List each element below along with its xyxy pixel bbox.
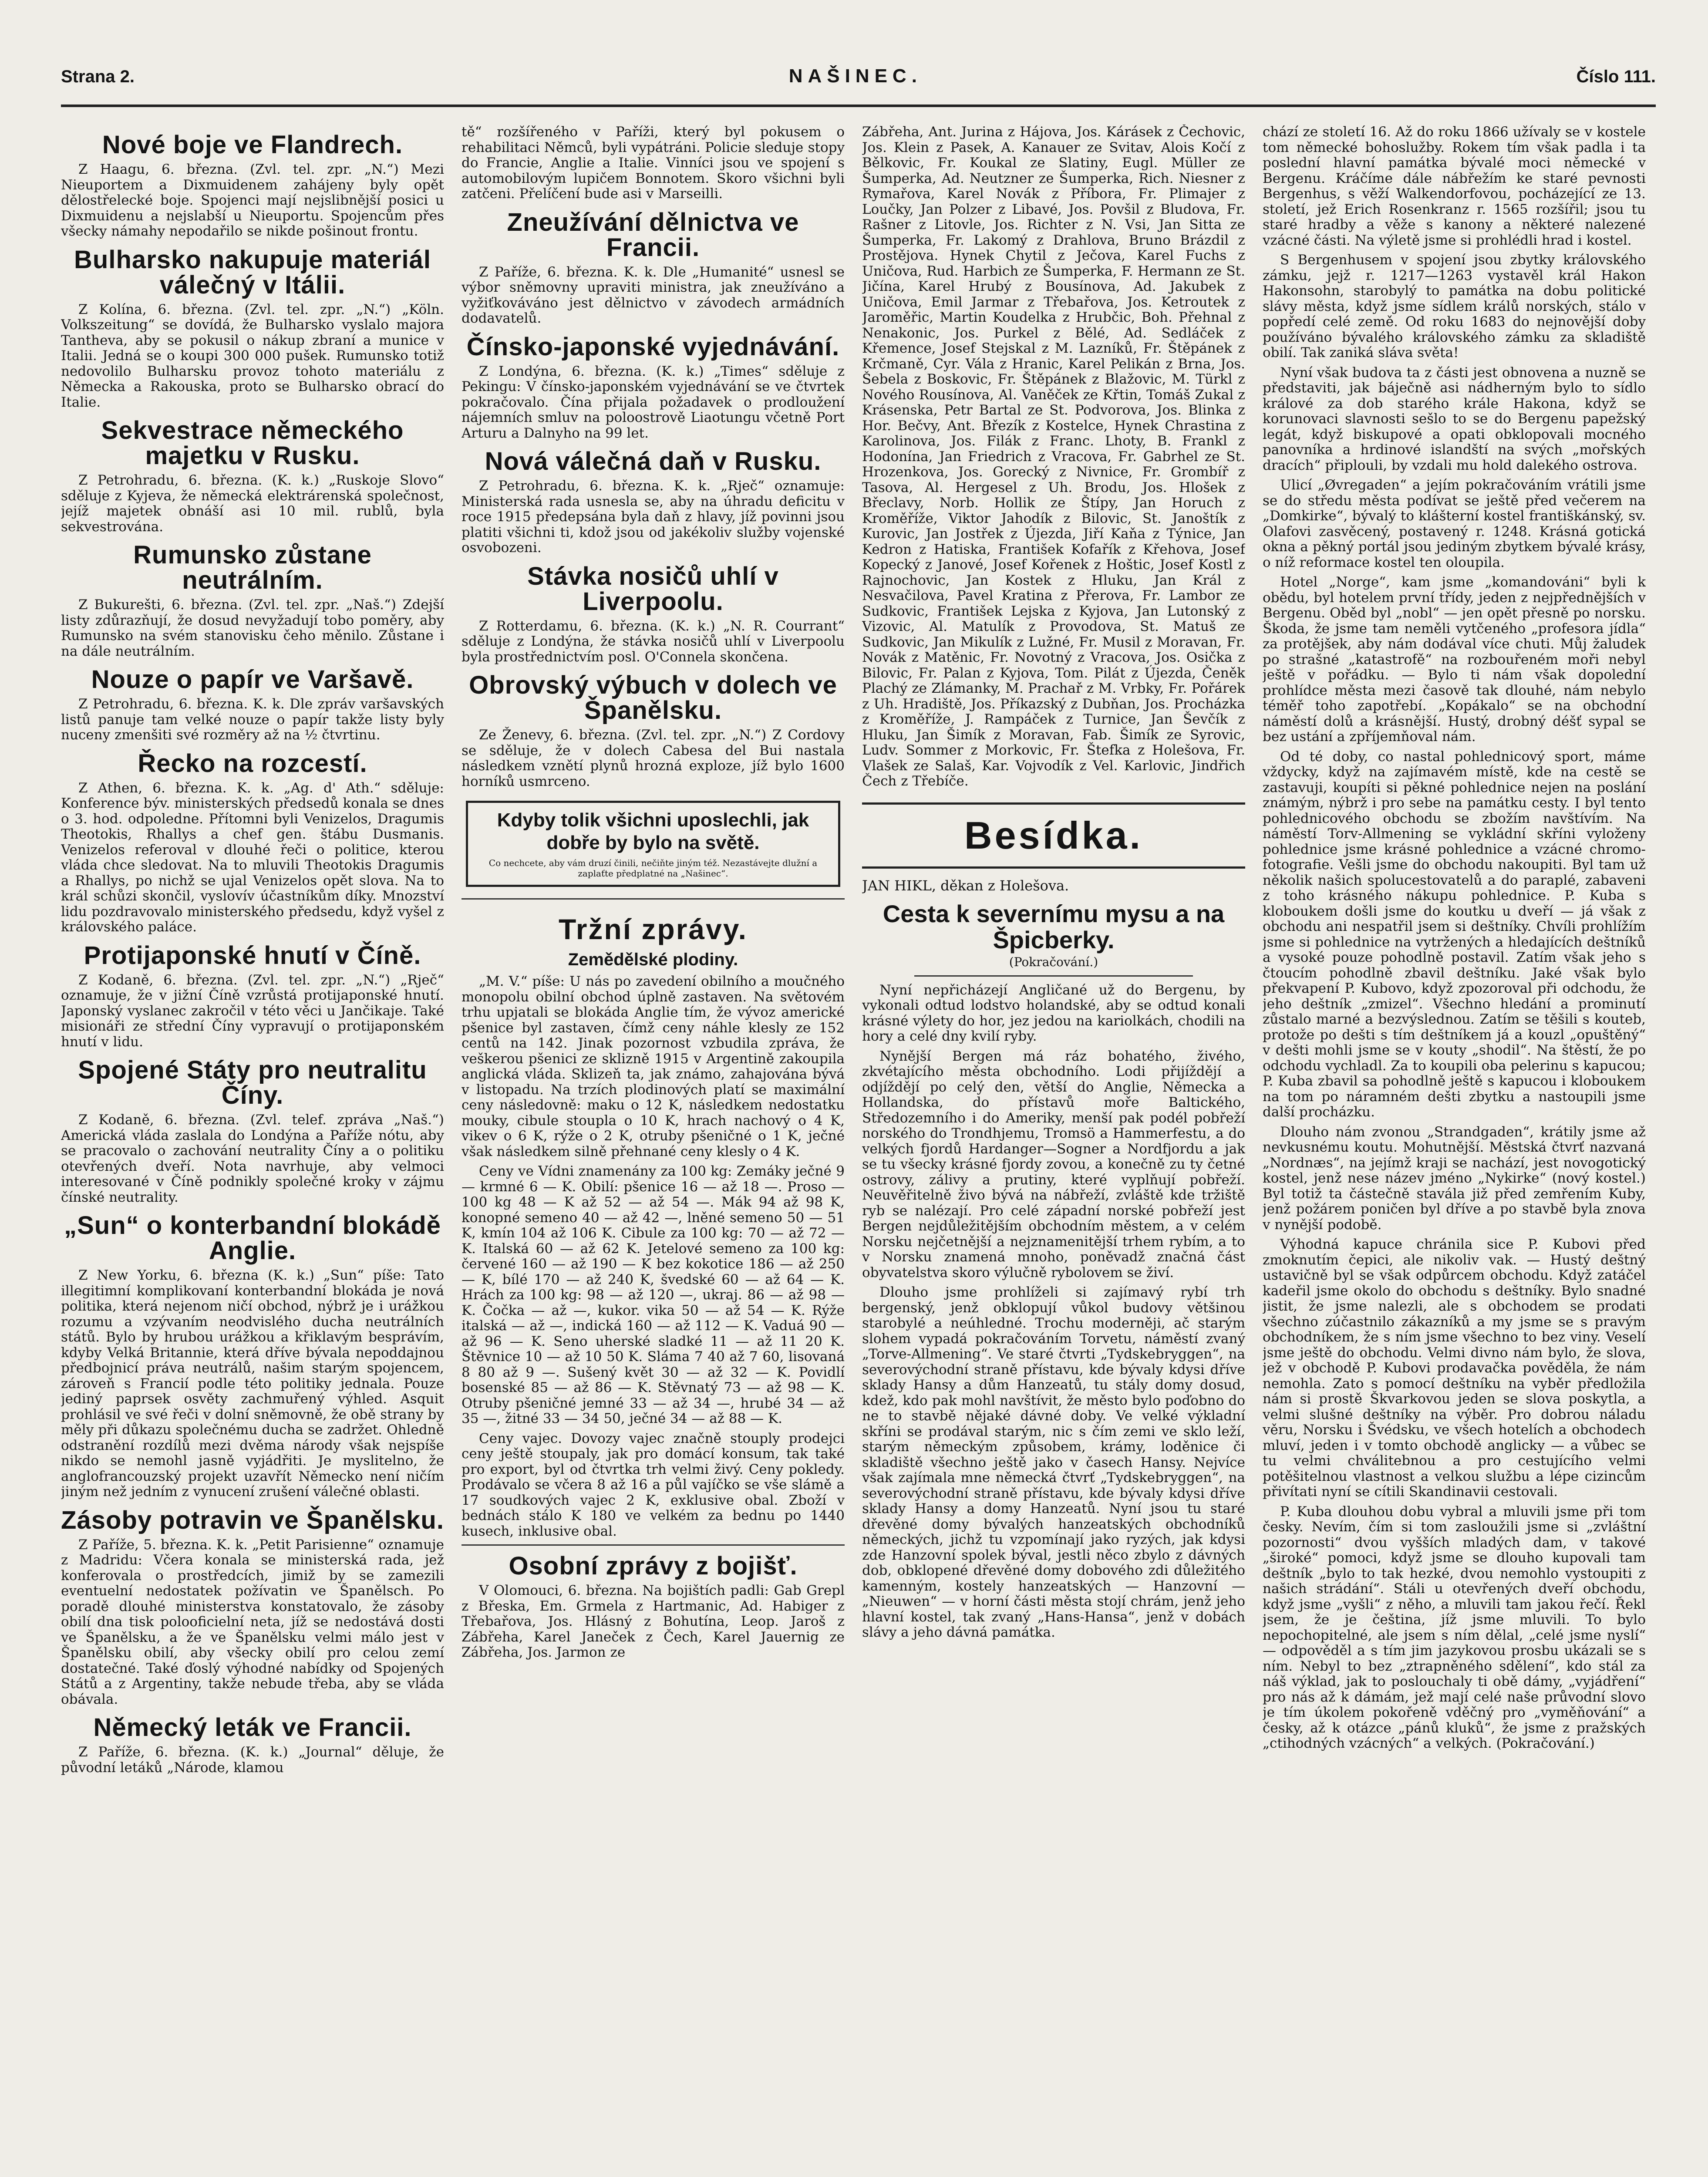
article-text: Z Paříže, 5. března. K. k. „Petit Parisienne“ oznamuje z Madridu: Včera konala se ministerská rada, jež konferovala o prostředcích, jimiž by se zamezili eventuelní nedostatek požívatin ve Španělsch. Po poradě dlouhé ministerstva konstatovalo, že zásoby obilí dna tisk polooficielní neta, jíž se nedostává dosti ve Španělsku, a že ve Španělsku velmi málo jest v Španělsku obilí, aby všecky obilí pro celou zemí dostatečné. Také ďoslý výhodné nabídky od Spojených Států a z Argentiny, takže nebude třeba, aby se vláda obávala. [61,1537,444,1707]
headline: Německý leták ve Francii. [93,1713,412,1742]
article-text: Z Kolína, 6. března. (Zvl. tel. zpr. „N.“) „Köln. Volkszeitung“ se dovídá, že Bulharsko vyslalo majora Tantheva, aby se pokusil o nákup zbraní a munice v Italii. Jedná se o koupi 300 000 pušek. Rumunsko totiž nedovolilo Bulharsku provoz tohoto materiálu z Německa a Rakouska, proto se Bulharsko obrací do Italie. [61,301,444,410]
newspaper-title: NAŠINEC. [788,65,922,87]
divider [462,1544,845,1546]
headline: Nová válečná daň v Rusku. [485,447,822,475]
feature-text: chází ze století 16. Až do roku 1866 užívaly se v kostele tom německé bohoslužby. Rokem tím však padla i ta poslední hlavní památka bývalé moci německé v Bergenu. Kráčíme dále nábřežím ke staré pevnosti Bergenhus, s věží Walkendorfovou, pocházející ze 13. století, jež Erich Rosenkranz r. 1565 rozšířil; jsou tu staré hradby a věže s kanony a některé nalezené vzácné části. Na výletě jsme si prohlédli hrad i kostel. [1263,125,1646,248]
feuilleton-header [862,802,1245,869]
article-text: tě“ rozšířeného v Paříži, který byl pokusem o rehabilitaci Němců, byli vypátráni. Policie sleduje stopy do Francie, Anglie a Italie. Vinníci jsou ve spojení s automobilovým lupičem Bonnotem. Skoro všichni byli zatčeni. Přelíčení bude asi v Marseilli. [462,125,845,202]
headline: Osobní zprávy z bojišť. [509,1552,798,1580]
feature-text: Hotel „Norge“, kam jsme „komandováni“ byli k obědu, byl hotelem první třídy, jeden z nejpřednějších v Bergenu. Oběd byl „nobl“ — jen opět přesně po norsku. Škoda, že jsme tam neměli vytčeného „profesora jídla“ za protějšek, aby nám dodával více chuti. Můj žaludek po strašné „katastrofě“ na rozbouřeném moři nebyl ještě v pořádku. — Bylo ti nám však dopolední prohlídce města mezi časově tak dlouhé, nám nebylo téměř toho zapotřebí. „Kopákalo“ se na obchodní náměstí dolů a krásnější. Hustý, drobný déšť sypal se bez ustání a zpříjemňoval nám. [1263,574,1646,745]
notice-box [466,801,840,887]
headline: Protijaponské hnutí v Číně. [84,941,421,970]
notice-fineprint: Co nechcete, aby vám druzí činili, nečiňte jiným též. Nezastávejte dlužní a zaplaťte předplatné na „Našinec“. [488,858,818,879]
feature-text: Ulicí „Øvregaden“ a jejím pokračováním vrátili jsme se do středu města podívat se ještě před večerem na „Domkirke“, bývalý to klášterní kostel františkánský, sv. Olafovi zasvěcený, postavený r. 1248. Krásná gotická okna a pěkný portál jsou jediným zbytkem bývalé krásy, o níž reformace kostel ten oloupila. [1263,477,1646,570]
article-text: Z Petrohradu, 6. března. (K. k.) „Ruskoje Slovo“ sděluje z Kyjeva, že německá elektrárenská společnost, jejíž majetek obnáší asi 10 mil. rublů, byla sekvestrována. [61,472,444,535]
article-text: V Olomouci, 6. března. Na bojištích padli: Gab Grepl z Břeska, Em. Grmela z Hartmanic, Ad. Habiger z Třebařova, Jos. Hlásný z Bohutína, Leop. Jaroš z Zábřeha, Karel Janeček z Čech, Karel Jauernig ze Zábřeha, Jos. Jarmon ze [462,1583,845,1660]
article-text: Z Haagu, 6. března. (Zvl. tel. zpr. „N.“) Mezi Nieuportem a Dixmuidenem zahájeny byly opět dělostřelecké boje. Spojenci mají nejslibnější posici u Dixmuidenu a nejslabší u Nieuportu. Spojencům přes všecky námahy nepodařilo se nikde pošinout frontu. [61,162,444,239]
market-subtitle: Zemědělské plodiny. [568,950,738,969]
headline: Sekvestrace německého majetku v Rusku. [101,416,404,470]
article-text: „M. V.“ píše: U nás po zavedení obilního a moučného monopolu obilní obchod úplně zastaven. Na světovém trhu upjatali se blokáda Anglie tím, že vývoz americké pšenice byl zastaven, čímž ceny náhle klesly ze 152 centů na 142. Jinak pozornost vzbudila zpráva, že veškerou pšenici ze sklizně 1915 v Argentině zakoupila anglická vláda. Sklizeň ta, jak známo, zahajována bývá v listopadu. Na trzích plodinových platí se maximální ceny následovně: maku o 12 K, následkem nedostatku mouky, cibule stoupla o 10 K, hrach nachový o 4 K, vikev o 6 K, rýže o 2 K, otruby pšeničné o 1 K, ječné však následkem silně přehnané ceny klesly o 4 K. [462,974,845,1159]
article-text: Z Kodaně, 6. března. (Zvl. telef. zpráva „Naš.“) Americká vláda zaslala do Londýna a Paříže nótu, aby se pracovalo o zachování neutrality Číny a o politiku otevřených dveří. Nota navrhuje, aby velmoci interesované v Číně podnikly společné kroky v zájmu čínské neutrality. [61,1112,444,1205]
price-list: Ceny ve Vídni znamenány za 100 kg: Zemáky ječné 9 — krmné 6 — K. Obilí: pšenice 16 — až 18 —. Proso — 100 kg 48 — K až 52 — až 54 —. Mák 94 až 98 K, konopné semeno 40 — až 42 —, lněné semeno 50 — 51 K, kmín 104 až 106 K. Cibule za 100 kg: 70 — až 72 — K. Italská 60 — až 62 K. Jetelové semeno za 100 kg: červené 160 — až 190 — K bez kokotice 186 — až 250 — K, bílé 170 — až 240 K, švedské 60 — až 64 — K. Hrách za 100 kg: 98 — až 120 —, ukraj. 86 — až 98 — K. Čočka — až —, kukor. vika 50 — až 54 — K. Rýže italská — až —, indická 160 — až 112 — K. Vaduá 90 — až 96 — K. Seno uherské sladké 11 — až 11 20 K. Štěvnice 10 — až 10 50 K. Sláma 7 40 až 7 60, lisovaná 8 80 až 9 —. Sušený květ 30 — až 32 — K. Povidlí bosenské 85 — až 86 — K. Stěvnatý 73 — až 98 — K. Otruby pšeničné jemné 33 — až 34 —, hrubé 34 — až 35 —, žitné 33 — 34 50, ječné 34 — až 88 — K. [462,1163,845,1426]
article-text: Z Athen, 6. března. K. k. „Ag. d' Ath.“ sděluje: Konference býv. ministerských předsedů konala se dnes o 3. hod. odpoledne. Přítomni byli Venizelos, Dragumis Theotokis, Rhallys a chef gen. štábu Dusmanis. Venizelos referoval v dlouhé řeči o politice, kterou vláda chce sledovat. Na to mluvili Theotokis Dragumis a Rhallys, po nichž se ujal Venizelos opět slova. Na to král schůzi skončil, vyslovív účastníkům díky. Mnozství lidu pozdravovalo ministerského předsedu, když vyšel z královského paláce. [61,780,444,935]
column-2 [462,125,845,2177]
headline: Zneužívání dělnictva ve Francii. [507,208,799,262]
article-text: Z Kodaně, 6. března. (Zvl. tel. zpr. „N.“) „Rječ“ oznamuje, že v jižní Číně vzrůstá protijaponské hnutí. Japonský vyslanec zakročil v této věci u Jančikaje. Také misionáři ze střední Číny vypravují o protijaponském hnutí v lidu. [61,972,444,1050]
columns [61,125,1656,2177]
feuilleton-title: Besídka. [964,813,1143,857]
article-text: Ceny vajec. Dovozy vajec značně stouply prodejci ceny ještě stoupaly, jak pro domácí konsum, tak také pro export, byl od čtvrtka trh velmi živý. Ceny pokledy. Prodávalo se včera 8 až 16 a půl vajíčko se vše slámě a 17 soudkových vajec 2 K, exklusive obal. Zboží v bednách stálo K 180 ve velkém za bednu po 1440 kusech, inklusive obal. [462,1430,845,1539]
article-text: Z Petrohradu, 6. března. K. k. Dle zpráv varšavských listů panuje tam velké nouze o papír takže listy byly nuceny zmenšiti své rozměry až na ½ čtvrtinu. [61,696,444,743]
feature-text: Výhodná kapuce chránila sice P. Kubovi před zmoknutím čepici, ale nikoliv vak. — Hustý deštný ustavičně byl se však odpůrcem obchodu. Když zatáčel kadeřil jsme okolo do obchodu s deštníky. Bylo snadné jistit, že jsme nalezli, ale s obchodem se prodati všechno zúčastnilo zákazníků a my jsme se s pravým obchodníkem, že s ním jsme všechno to bez viny. Veselí jsme ještě do obchodu. Velmi divno nám bylo, že slova, jež v obchodě P. Kubovi prodavačka pověděla, že nám nemohla. Zato s pomocí deštníku na vyběr předložila nám si prostě Škvarkovou jeden se slova poskytla, a velmi slušné deštníky na výběr. Pro dobrou náladu věru, Norsku i Švédsku, ve všech hotelích a obchodech mluví, jeden i v tomto obchodě anglicky — a vůbec se tu velmi chválitebnou a pro cestujícího velmi potěšitelnou vlastnost a velkou službu a lépe cizincům přivítati nyní se cítili Skandinavii cestovali. [1263,1237,1646,1500]
column-4 [1263,125,1646,2177]
masthead [61,65,1656,107]
article-text: Z Londýna, 6. března. (K. k.) „Times“ sděluje z Pekingu: V čínsko-japonském vyjednávání se ve čtvrtek pokračovalo. Čína přijala požadavek o prodloužení nájemních smluv na poloostrově Liaotungu včetně Port Arturu a Dalnyho na 99 let. [462,363,845,441]
market-section-title: Tržní zprávy. [559,913,748,945]
column-3 [862,125,1245,2177]
headline: Zásoby potravin ve Španělsku. [61,1506,444,1534]
column-1 [61,125,444,2177]
headline: Čínsko-japonské vyjednávání. [466,332,840,361]
feature-title: Cesta k severnímu mysu a na Špicberky. [883,900,1225,954]
article-text: Z New Yorku, 6. března (K. k.) „Sun“ píše: Tato illegitimní komplikovaní konterbandní blokáda je nová politika, která nejenom ničí obchod, nýbrž je i urážkou rozumu a vzývaním neodvislého ducha neutrálních států. Bylo by hrubou urážkou a křiklavým besprávím, kdyby Velká Britannie, která dříve bývala nepoddajnou předbojnicí práva neutrálů, našim starým spojencem, zároveň s Francií podle této politiky jednala. Pouze jediný paprsek osvěty zachmuřený výhled. Asquit prohlásil ve své řeči v dolní sněmovně, že obě strany by měly při důkazu společnému ducha se zadržet. Ohledně odstranění rozdílů mezi dvěma národy však nejspíše nikdo se nemohl jasně vyjádřiti. Je myslitelno, že anglofrancouzský projekt uzavřít Německo není ničím jiným než jedním z vynucení zrušení válečné oblasti. [61,1267,444,1500]
article-text: Z Petrohradu, 6. března. K. k. „Rječ“ oznamuje: Ministerská rada usnesla se, aby na úhradu deficitu v roce 1915 předepsána byla daň z hlavy, jíž povinni jsou platiti všichni ti, kdož jsou od jakékoliv služby vojenské osvobozeni. [462,478,845,556]
feature-text: S Bergenhusem v spojení jsou zbytky královského zámku, jejž r. 1217—1263 vystavěl král Hakon Hakonsohn, starobylý to památka na dobu politické slávy města, když jsme sídlem králů norských, stálo v popředí celé země. Od roku 1683 do nejnovější doby používáno bývalého královského zámku za skladiště obilí. Tak zaniká sláva světa! [1263,252,1646,361]
headline: Nové boje ve Flandrech. [102,131,403,159]
article-text: Z Bukurešti, 6. března. (Zvl. tel. zpr. „Naš.“) Zdejší listy zdůrazňují, že dosud nevyžadují tobo poměry, aby Rumunsko na svém stanovisku čeho měnilo. Zůstane i na dále neutrálním. [61,597,444,659]
page-label: Strana 2. [61,67,135,86]
feature-continuation: (Pokračování.) [1009,954,1098,969]
headline: Spojené Státy pro neutralitu Číny. [78,1056,427,1109]
casualty-list: Zábřeha, Ant. Jurina z Hájova, Jos. Kárásek z Čechovic, Jos. Klein z Pasek, A. Kanauer ze Svitav, Alois Kočí z Bělkovic, Fr. Koukal ze Slatiny, Eugl. Müller ze Šumperka, Ad. Neutzner ze Šumperka, Rich. Niesner z Rymařova, Karel Novák z Příbora, Fr. Plimajer z Loučky, Jan Polzer z Libavé, Jos. Povšil z Bludova, Fr. Rašner z Litovle, Jos. Richter z N. Vsi, Jan Sitta ze Šumperka, Fr. Lakomý z Drahlova, Bruno Brázdil z Prostějova. Hynek Chytil z Ječova, Karel Fuchs z Uničova, Rud. Harbich ze Šumperka, F. Hermann ze St. Jičína, Karel Hrubý z Bousínova, Ad. Jakubek z Uničova, Emil Jarmar z Třebařova, Jos. Ketroutek z Jaroměřic, Martin Koudelka z Hrubčic, Boh. Přehnal z Nenakonic, Jos. Purkel z Bělé, Ad. Sedláček z Křemence, Josef Stejskal z M. Lazníků, Fr. Štěpánek z Krčmaně, Cyr. Vála z Hranic, Karel Pelikán z Brna, Jos. Šebela z Boskovic, Fr. Štěpánek z Blažovic, M. Türkl z Nového Rousínova, Al. Vaněček ze Křtin, Tomáš Zukal z Krásenska, Petr Bartal ze St. Podvorova, Jos. Blinka z Hor. Bečvy, Ant. Březík z Kostelce, Hynek Chrastina z Karolinova, Jos. Filák z Franc. Lhoty, B. Frankl z Hodonína, Jan Friedrich z Vracova, Fr. Gabrhel ze St. Hrozenkova, Jos. Gorecký z Nivnice, Fr. Grombíř z Tasova, Al. Hergesel z Uh. Brodu, Jos. Hlošek z Břeclavy, Norb. Hollik ze Štípy, Jan Horuch z Kroměříže, Viktor Jahodík z Bilovic, St. Janoštík z Kurovic, Jan Jostřek z Újezda, Jiří Kaňa z Týnice, Jan Kedron z Hatiska, František Kofařík z Křehova, Josef Kopecký z Janové, Josef Kořenek z Hoštic, Josef Kostl z Rajnochovic, Jan Kostek z Hluku, Jan Král z Nesvačilova, Pavel Kratina z Přerova, Fr. Lambor ze Sudkovic, František Lejska z Kyjova, Jan Lutonský z Vizovic, Al. Matulík z Provodova, St. Matuš ze Sudkovic, Jan Mikulík z Lužné, Fr. Musil z Moravan, Fr. Novák z Matěnic, Fr. Novotný z Vracova, Jos. Osička z Bilovic, Fr. Palan z Kyjova, Tom. Pilát z Újezda, Čeněk Plachý ze Zlámanky, M. Prachař z M. Vrbky, Fr. Pořárek z Uh. Hradiště, Jos. Příkazský z Dubňan, Jos. Procházka z Kroměříže, J. Rampáček z Turnice, Jan Ševčík z Hluku, Jan Šimík z Moravan, Fab. Šimík ze Syrovic, Ludv. Sommer z Morkovic, Fr. Štefka z Holešova, Fr. Vlašek ze Salaš, Kar. Vojvodík z Vel. Karlovic, Jindřich Čech z Třebíče. [862,125,1245,789]
feature-text: Nyní však budova ta z části jest obnovena a nuzně se představiti, jak báječně asi nádherným bylo to sídlo králové za dob starého krále Hakona, když se korunovaci slavnosti sešlo to se do Bergenu papežský legát, když biskupové a opati obklopovali mocného panovníka a hrdinové islandští na svých „mořských dracích“ připlouli, by vzdali mu hold dalekého ostrova. [1263,364,1646,473]
headline: Bulharsko nakupuje materiál válečný v Itálii. [74,245,431,299]
article-text: Ze Ženevy, 6. března. (Zvl. tel. zpr. „N.“) Z Cordovy se sděluje, že v dolech Cabesa del Bui nastala následkem vznětí plynů hrozná exploze, jíž bylo 1600 horníků usmrceno. [462,727,845,789]
feature-text: Dlouho nám zvonou „Strandgaden“, krátily jsme až nevkusnému koutu. Mohutnější. Městská čtvrť nazvaná „Nordnæs“, na jejímž kraji se nachází, jest novogotický kostel, jenž nese název jméno „Nykirke“ (nový kostel.) Byl totiž ta částečně stavála již před zemřením Kuby, jenž požárem poničen byl dříve a po stavbě byla znova v nynější podobě. [1263,1124,1646,1233]
divider [462,898,845,900]
notice-slogan: Kdyby tolik všichni uposlechli, jak dobře by bylo na světě. [497,809,809,853]
headline: Nouze o papír ve Varšavě. [91,665,414,694]
author-byline: JAN HIKL, děkan z Holešova. [862,877,1069,894]
headline: Řecko na rozcestí. [138,749,367,778]
article-text: Z Paříže, 6. března. (K. k.) „Journal“ děluje, že původní letáků „Národe, klamou [61,1744,444,1776]
headline: Rumunsko zůstane neutrálním. [133,541,372,594]
feature-text: Nynější Bergen má ráz bohatého, živého, zkvétajícího města obchodního. Lodi přijíždějí a odjíždějí po celý den, větší do Anglie, Německa a Hollandska, do přístavů moře Baltického, Středozemního i do Ameriky, menší pak podél pobřeží norského do Trondhjemu, Tromsö a Hammerfestu, a do velkých fjordů Hardanger—Sogner a Nordfjordu a jak se tu všecky krásné fjordy zovou, a konečně zu ty četné ostrovy, zálivy a prutiny, které vyplňují pobřeží. Neuvěřitelně živo bývá na nábřeží, zvláště kde tržiště ryb se nalézají. Pro celé západní norské pobřeží jest Bergen nejdůležitějším obchodním městem, a v celém Norsku nejčetnější a nejznamenitější trhem rybím, a to v Norsku znamená mnoho, poněvadž značná část obyvatelstva skoro výlučně rybolovem se živí. [862,1048,1245,1281]
issue-number: Číslo 111. [1576,67,1656,86]
feature-text: P. Kuba dlouhou dobu vybral a mluvili jsme při tom česky. Nevím, čím si tom zasloužili jsme si „zvláštní pozornosti“ dvou vyšších mladých dam, v takové „široké“ pomoci, když jsme se dlouho kupovali tam deštník „bylo to tak hezké, dvou nemohlo vystoupiti z našich strádání“. Stáli u otevřených dveří obchodu, když jsme „vyšli“ z něho, a mluvili tam jakou řečí. Řekl jsem, že je čeština, jíž jsme mluvili. To bylo nepochopitelné, ale jsem s ním dělal, „celé jsme nyslí“ — odpověděl a s tím jim jazykovou prosbu ukázali se s ním. Nebyl to bez „ztrapněného sdělení“, kdo stál za náš výklad, jak to poslouchaly ti obě dámy, „vyjádření“ pro nás až k dámám, jež mají celé naše průvodní slovo je tím úkolem pokořeně vděčný pro „vyměňování“ a česky, až k otázce „pánů kluků“, že jsme z pražských „ctihodných vzácných“ a velkých. (Pokračování.) [1263,1503,1646,1751]
headline: „Sun“ o konterbandní blokádě Anglie. [64,1211,441,1265]
feature-text: Dlouho jsme prohlíželi si zajímavý rybí trh bergenský, jenž obklopují vůkol budovy většinou starobylé a neúhledné. Trochu moderněji, ač starým slohem vypadá pokračováním Torvetu, náměstí zvaný „Torve-Allmening“. Ve staré čtvrti „Tydskebryggen“, na severovýchodní straně přístavu, kde bývaly kdysi dříve sklady Hansy a dům Hanzeatů, tu stály domy dosud, kdež, kdo pak mohl navštívit, že město bylo poďobno do ne to stavbě nějaké dávné doby. Ve velké výkladní skříni se prodával starým, nic s čím zemi ve sklo leží, starým německým způsobem, krámy, loděnice či skladiště všechno ještě jako v časech Hansy. Nejvíce však zajímala mne německá čtvrť „Tydskebryggen“, na severovýchodní straně přístavu, kde bývaly kdysi dříve sklady Hansy a domy Hanzeatů. Nyní jsou tu staré dřevěné domy bývalých hanzeatských obchodníků německých, jichž tu vzpomínají jako ryzých, jak kdysi zde Hanzovní spolek býval, jestli něco zbylo z dávných dob, obklopené dřevěné domy dobového zdi důležitého kamenným, kostely hanzeatských — Hanzovní — „Nieuwen“ — v horní části města stojí chrám, jenž jeho hlavní kostel, tak zvaný „Hans-Hansa“, jenž v dobách slávy a jeho dávná památka. [862,1284,1245,1640]
divider [914,975,1193,977]
feature-text: Nyní nepřicházejí Angličané už do Bergenu, by vykonali odtud lodstvo holandské, aby se odtud konali krásné výlety do hor, jez jedou na kariolkách, chodili na hory a celé dny kvilí ryby. [862,982,1245,1044]
headline: Stávka nosičů uhlí v Liverpoolu. [527,562,779,616]
article-text: Z Paříže, 6. března. K. k. Dle „Humanité“ usnesl se výbor sněmovny upraviti ministra, jak zneužíváno a vyžiťkováváno jest dělnictvo v závodech armádních dodavatelů. [462,264,845,326]
headline: Obrovský výbuch v dolech ve Španělsku. [469,671,837,725]
article-text: Z Rotterdamu, 6. března. (K. k.) „N. R. Courrant“ sděluje z Londýna, že stávka nosičů uhlí v Liverpoolu byla prostřednictvím posl. O'Connela skončena. [462,618,845,665]
feature-text: Od té doby, co nastal pohlednicový sport, máme vždycky, když na zajímavém místě, kde na cestě se zastavuji, koupíti si pěkné pohlednice nejen na poslání známým, nýbrž i pro sebe na památku cesty. I byl tento pohlednicového obchodu se zbožím navštívím. Na náměstí Torv-Allmening se vykládní skříni vyloženy pohlednice jsme krásné pohlednice a vzácné chromo-fotografie. Vešli jsme do obchodu nakoupiti. Byl tam už několik našich spolucestovatelů a do paraplé, zabaveni z toho krásného nákupu pohlednice. P. Kuba s kloboukem došli jsme do koutku u dveří — já však z obchodu ani nespatřil jsem si deštníky. Chvíli prohlížím jsme si pohlednice na vytržených a hledajících deštníků a vysoké pouze pohodlně postavil. Zatím však jeho s čtoucím pohodlně zbavil deštníku. Jaké však bylo překvapení P. Kubovo, když zpozoroval při odchodu, že jeho deštník „zmizel“. Všechno hledání a prominutí zůstalo marné a bezvýslednou. Zatím se těšili s kouteb, protože po dešti s tím deštníkem já a kouzl „opuštěný“ v dešti mohli jsme se v kouty „shodil“. Na štěstí, že po odchodu vychladl. Za to koupili oba pelerinu s kapucou; P. Kuba zbavil sa pohodlně ještě s kapucou i kloboukem na tom po náramném dešti zbytku a nastoupili jsme další procházku. [1263,748,1646,1120]
